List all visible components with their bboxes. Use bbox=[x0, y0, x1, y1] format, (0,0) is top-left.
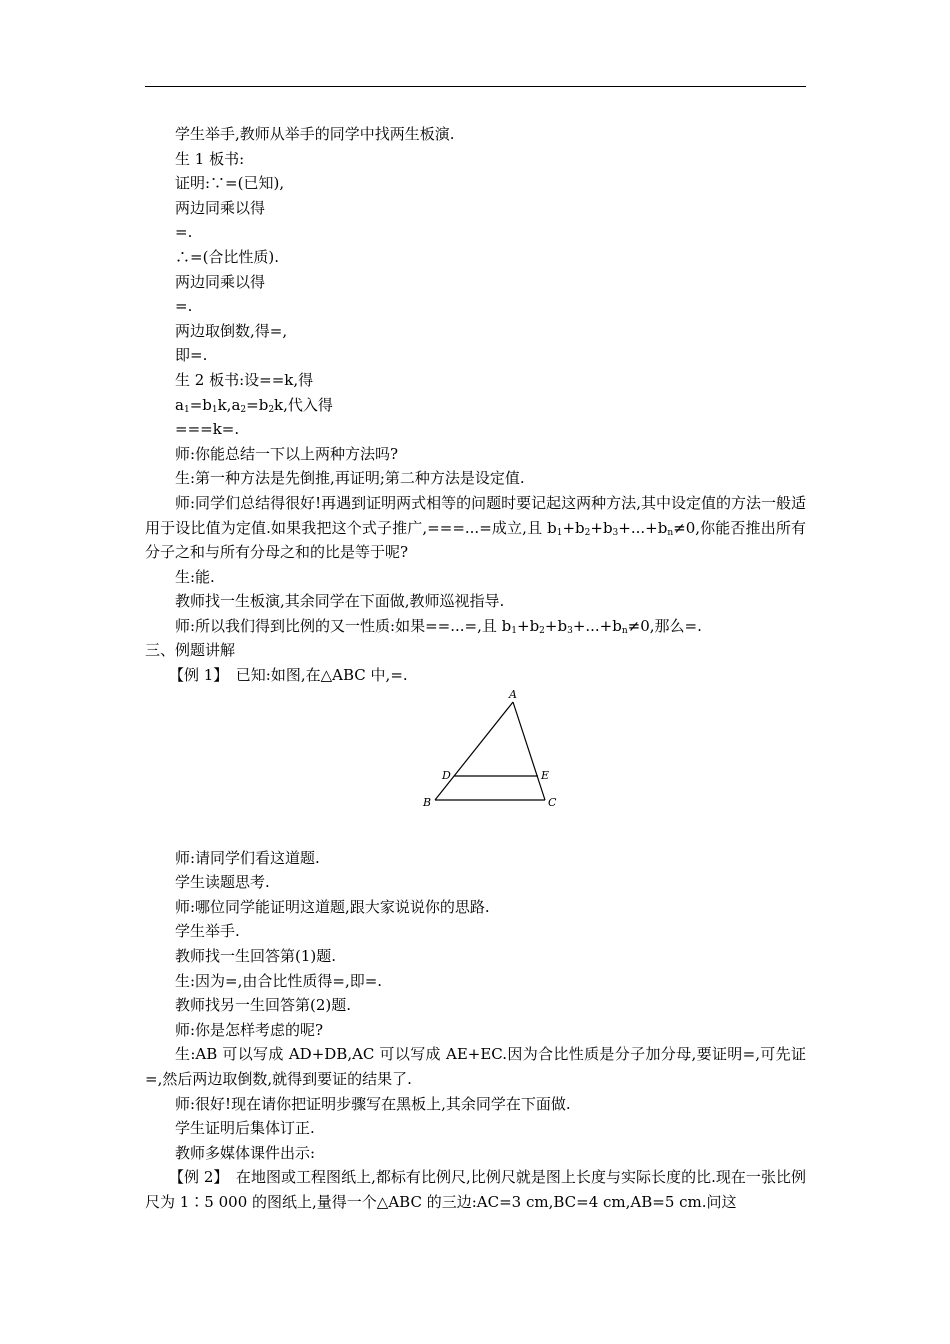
paragraph: =. bbox=[175, 297, 193, 316]
paragraph-substitution: $a_1=b_1k,a_2=b_2k$,代入得 bbox=[175, 395, 333, 415]
paragraph: 生 1 板书: bbox=[175, 149, 245, 168]
section-title: 三、例题讲解 bbox=[145, 641, 236, 660]
side-ac bbox=[513, 702, 545, 800]
paragraph: 证明:∵=(已知), bbox=[175, 174, 285, 193]
document-body bbox=[145, 122, 806, 1215]
paragraph: 两边同乘以得 bbox=[175, 272, 266, 291]
label-d: D bbox=[442, 768, 451, 782]
paragraph: 即=. bbox=[175, 346, 208, 365]
triangle-diagram bbox=[417, 690, 567, 820]
triangle-figure bbox=[145, 690, 806, 840]
label-e: E bbox=[541, 768, 550, 782]
label-a: A bbox=[509, 689, 517, 701]
paragraph: ===k=. bbox=[175, 420, 240, 439]
paragraph: 师:哪位同学能证明这道题,跟大家说说你的思路. bbox=[175, 897, 490, 916]
paragraph: 生:AB 可以写成 AD+DB,AC 可以写成 AE+EC.因为合比性质是分子加分母,要证明=,可先证=,然后两边取倒数,就得到要证的结果了. bbox=[145, 1045, 806, 1088]
side-ab bbox=[435, 702, 513, 800]
paragraph: 教师找一生板演,其余同学在下面做,教师巡视指导. bbox=[175, 592, 505, 611]
paragraph: 学生举手,教师从举手的同学中找两生板演. bbox=[175, 125, 455, 143]
header-rule bbox=[145, 86, 806, 87]
paragraph-property: 师:所以我们得到比例的又一性质:如果==...=,且 $b_1+b_2+b_3+...+b_n\ne 0$,那么=. bbox=[175, 616, 702, 636]
example-2: 【例 2】 在地图或工程图纸上,都标有比例尺,比例尺就是图上长度与实际长度的比.现在一张比例尺为 1∶5 000 的图纸上,量得一个△ABC 的三边:AC=3 cm,BC=4 cm,AB=5 cm.问这 bbox=[145, 1168, 806, 1211]
paragraph: 师:请同学们看这道题. bbox=[175, 848, 320, 867]
paragraph: 生:能. bbox=[175, 567, 215, 586]
paragraph: 学生举手. bbox=[175, 922, 240, 941]
paragraph: 教师多媒体课件出示: bbox=[175, 1143, 316, 1162]
paragraph: 生:因为=,由合比性质得=,即=. bbox=[175, 971, 383, 990]
paragraph-generalize: 师:同学们总结得很好!再遇到证明两式相等的问题时要记起这两种方法,其中设定值的方法一般适用于设比值为定值.如果我把这个式子推广,===...=成立,且 $b_1+b_2+b_3+...+b_n\ne 0$,你能否推出所有分子之和与所有分母之和的比是等于呢? bbox=[145, 493, 806, 562]
paragraph: =. bbox=[175, 223, 193, 242]
paragraph: 两边取倒数,得=, bbox=[175, 321, 288, 340]
label-c: C bbox=[548, 795, 557, 809]
paragraph: 学生证明后集体订正. bbox=[175, 1119, 315, 1138]
paragraph: ∴=(合比性质). bbox=[175, 247, 280, 266]
paragraph: 师:很好!现在请你把证明步骤写在黑板上,其余同学在下面做. bbox=[175, 1094, 571, 1113]
paragraph: 师:你是怎样考虑的呢? bbox=[175, 1020, 324, 1039]
paragraph: 师:你能总结一下以上两种方法吗? bbox=[175, 444, 399, 463]
paragraph: 生 2 板书:设==k,得 bbox=[175, 370, 314, 389]
paragraph: 生:第一种方法是先倒推,再证明;第二种方法是设定值. bbox=[175, 469, 525, 488]
paragraph: 教师找一生回答第(1)题. bbox=[175, 947, 337, 966]
paragraph: 两边同乘以得 bbox=[175, 198, 266, 217]
label-b: B bbox=[423, 795, 432, 809]
paragraph: 教师找另一生回答第(2)题. bbox=[175, 996, 352, 1015]
example-1: 【例 1】 已知:如图,在△ABC 中,=. bbox=[169, 666, 408, 685]
paragraph: 学生读题思考. bbox=[175, 873, 270, 892]
